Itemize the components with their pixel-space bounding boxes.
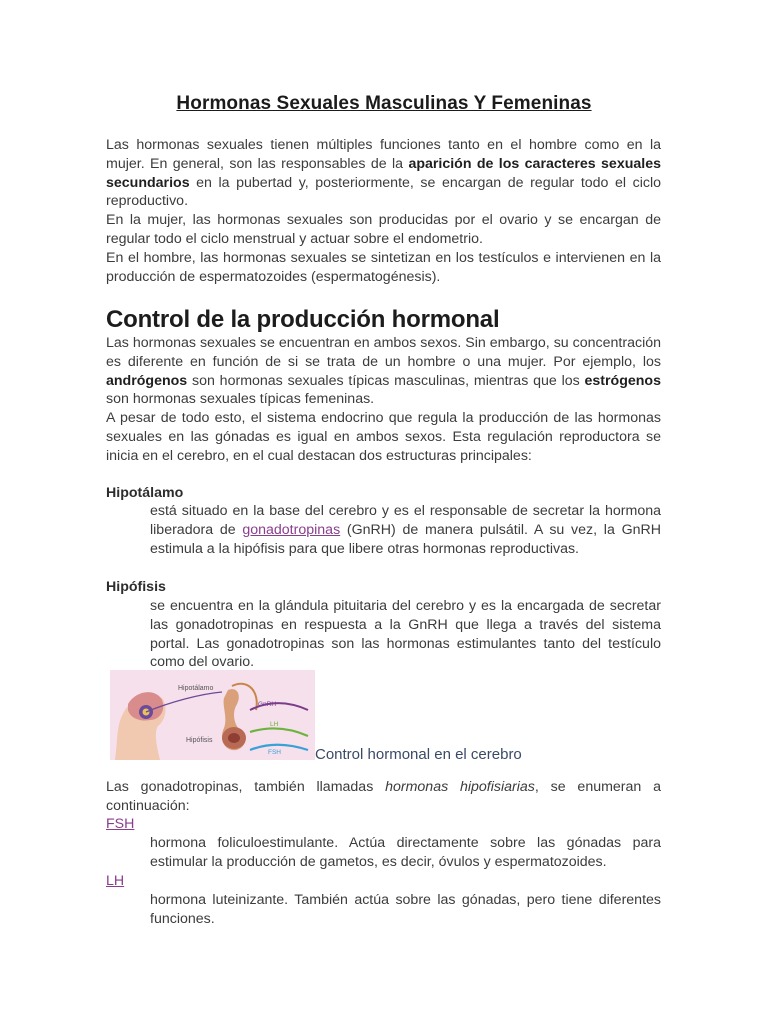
label-hipofisis: Hipófisis [186,737,213,744]
fsh-description [150,834,661,872]
label-hipotalamo: Hipotálamo [178,685,214,692]
production-paragraph-2: A pesar de todo esto, el sistema endocrino que regula la producción de las hormonas sexuales en las gónadas es igual en ambos sexos. Esta regulación reproductora se inicia en el cerebro, en el cual destacan dos estructuras principales: [106,410,661,464]
brain-hormone-figure [110,670,315,760]
estrogenos-bold: estrógenos [584,372,661,389]
term-hipotalamo: Hipotálamo [106,485,184,501]
androgenos-bold: andrógenos [106,372,188,389]
intro-text: Las hormonas sexuales tienen múltiples funciones tanto en el hombre como en la mujer. En general, son las responsables de la [106,137,661,172]
lh-link[interactable]: LH [106,873,125,889]
label-lh: LH [270,721,279,728]
production-text-end: son hormonas sexuales típicas femeninas. [106,391,375,408]
intro-paragraph-1 [106,136,661,211]
hipotalamo-text: está situado en la base del cerebro y es el responsable de secretar la hormona liberadora de [150,503,661,538]
fsh-link[interactable]: FSH [106,816,135,832]
label-fsh: FSH [268,749,281,756]
section-heading: Control de la producción hormonal [106,306,500,333]
fsh-paragraph: hormona foliculoestimulante. Actúa directamente sobre las gónadas para estimular la producción de gametos, es decir, óvulos y espermatozoides. [150,835,661,870]
production-paragraph-1 [106,334,661,409]
hipotalamo-text-cont: (GnRH) de manera pulsátil. A su vez, la GnRH estimula a la hipófisis para que libere otras hormonas reproductivas. [150,521,661,557]
label-gnrh: GnRH [258,701,277,708]
gonadotropinas-paragraph [106,778,661,816]
brain-illustration [110,670,315,760]
hipotalamo-paragraph [150,502,661,558]
production-section [106,334,661,466]
intro-bold-text: aparición de los caracteres sexuales secundarios [106,155,661,191]
intro-section [106,136,661,286]
hormonas-hipofisiarias-italic: hormonas hipofisiarias [385,779,535,795]
lh-paragraph: hormona luteinizante. También actúa sobre las gónadas, pero tiene diferentes funciones. [150,892,661,927]
hipofisis-paragraph: se encuentra en la glándula pituitaria del cerebro y es la encargada de secretar las gonadotropinas en respuesta a la GnRH que llega a través del sistema portal. Las gonadotropinas son las hormonas estimulantes tanto del testículo como del ovario. [150,598,661,671]
gonadotropinas-section [106,778,661,816]
production-text-cont: son hormonas sexuales típicas masculinas, mientras que los [187,372,585,389]
hipotalamo-description [150,502,661,558]
hipofisis-description [150,597,661,672]
figure-caption: Control hormonal en el cerebro [315,746,522,763]
term-hipofisis: Hipófisis [106,579,166,595]
hipofisis-core [228,733,240,743]
gonadotropinas-link[interactable]: gonadotropinas [242,521,341,538]
gonadotropinas-text: Las gonadotropinas, también llamadas [106,779,386,795]
intro-paragraph-2: En la mujer, las hormonas sexuales son producidas por el ovario y se encargan de regular todo el ciclo menstrual y actuar sobre el endometrio. [106,212,661,247]
intro-paragraph-3: En el hombre, las hormonas sexuales se sintetizan en los testículos e intervienen en la producción de espermatozoides (espermatogénesis). [106,249,661,285]
lh-description [150,891,661,929]
production-text: Las hormonas sexuales se encuentran en ambos sexos. Sin embargo, su concentración es diferente en función de si se trata de un hombre o una mujer. Por ejemplo, los [106,335,661,370]
gonadotropinas-text-cont: , se enumeran a continuación: [106,779,662,814]
page-title: Hormonas Sexuales Masculinas Y Femeninas [176,93,592,114]
intro-text-cont: en la pubertad y, posteriormente, se encargan de regular todo el ciclo reproductivo. [106,174,661,210]
